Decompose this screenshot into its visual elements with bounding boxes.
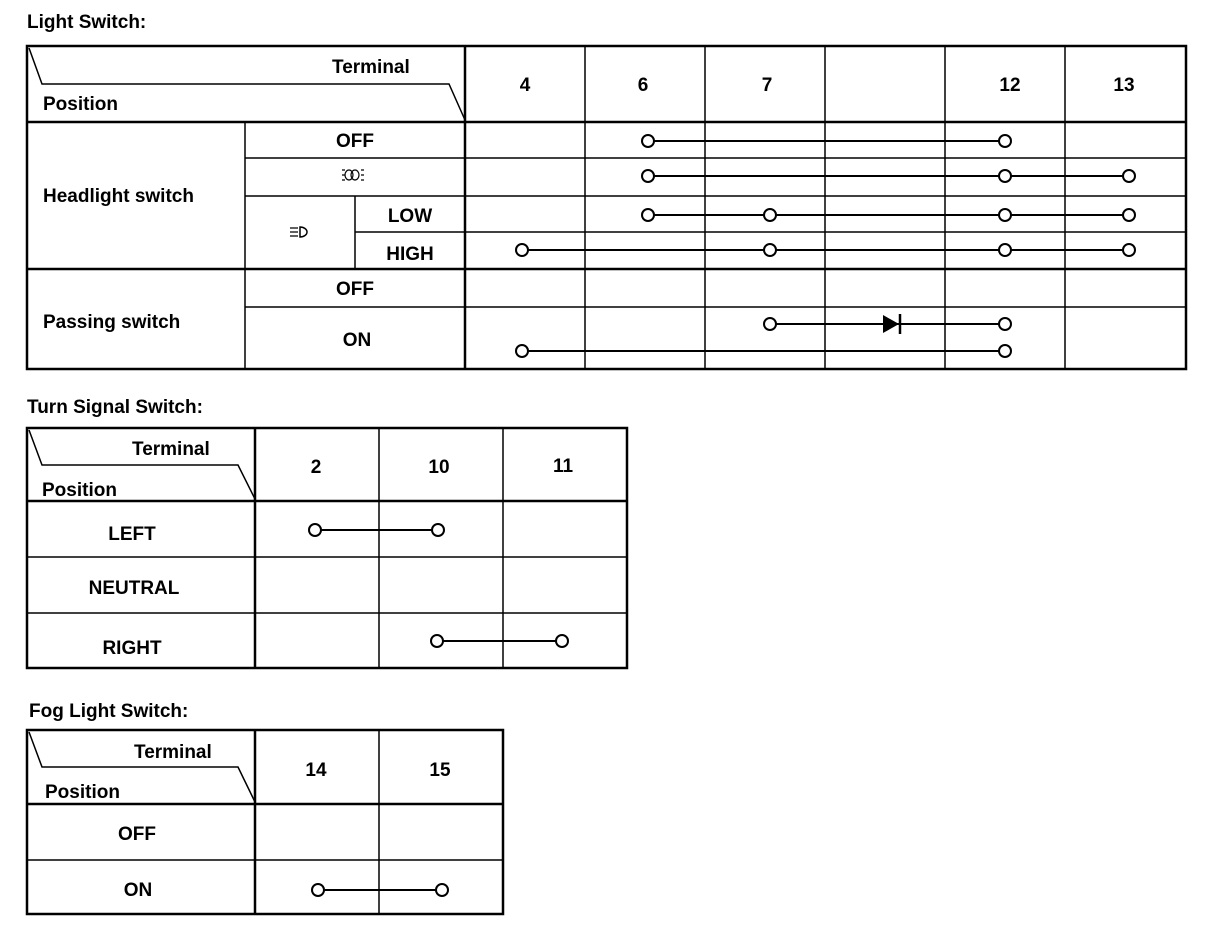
- connection-headlight-parking: [642, 170, 1135, 182]
- light-terminal-header: Terminal: [332, 57, 410, 78]
- light-terminal-7: 7: [761, 75, 773, 96]
- turn-right-label: RIGHT: [102, 638, 162, 659]
- fog-off-label: OFF: [118, 824, 156, 845]
- passing-on-label: ON: [342, 330, 372, 351]
- turn-position-header: Position: [42, 480, 117, 501]
- light-terminal-12: 12: [999, 75, 1021, 96]
- fog-terminal-header: Terminal: [134, 742, 212, 763]
- light-position-header: Position: [43, 94, 118, 115]
- connection-turn-left: [309, 524, 444, 536]
- turn-terminal-2: 2: [310, 457, 322, 478]
- turn-terminal-11: 11: [552, 456, 574, 477]
- passing-switch-label: Passing switch: [43, 312, 181, 333]
- light-terminal-6: 6: [637, 75, 649, 96]
- connection-fog-on: [312, 884, 448, 896]
- headlight-off-label: OFF: [336, 131, 374, 152]
- connection-passing-on: [516, 345, 1011, 357]
- headlight-beam-icon: [290, 227, 307, 237]
- turn-left-label: LEFT: [108, 524, 156, 545]
- turn-signal-switch-title: Turn Signal Switch:: [27, 397, 203, 418]
- light-terminal-4: 4: [519, 75, 531, 96]
- passing-off-label: OFF: [336, 279, 374, 300]
- headlight-high-label: HIGH: [386, 244, 434, 265]
- light-switch-table: [27, 46, 1186, 369]
- fog-terminal-15: 15: [429, 760, 451, 781]
- diode-icon: [883, 314, 900, 334]
- fog-position-header: Position: [45, 782, 120, 803]
- headlight-low-label: LOW: [387, 206, 433, 227]
- turn-terminal-header: Terminal: [132, 439, 210, 460]
- connection-turn-right: [431, 635, 568, 647]
- fog-light-switch-title: Fog Light Switch:: [29, 701, 189, 722]
- light-switch-title: Light Switch:: [27, 12, 147, 33]
- headlight-switch-label: Headlight switch: [43, 186, 194, 207]
- connection-headlight-low: [642, 209, 1135, 221]
- connection-passing-on-diode: [764, 314, 1011, 334]
- fog-on-label: ON: [123, 880, 153, 901]
- turn-neutral-label: NEUTRAL: [88, 578, 180, 599]
- connection-headlight-off: [642, 135, 1011, 147]
- fog-light-switch-table: [27, 730, 503, 914]
- fog-terminal-14: 14: [305, 760, 327, 781]
- light-terminal-13: 13: [1113, 75, 1135, 96]
- parking-lights-icon: [342, 170, 364, 180]
- turn-terminal-10: 10: [428, 457, 450, 478]
- turn-signal-switch-table: [27, 428, 627, 668]
